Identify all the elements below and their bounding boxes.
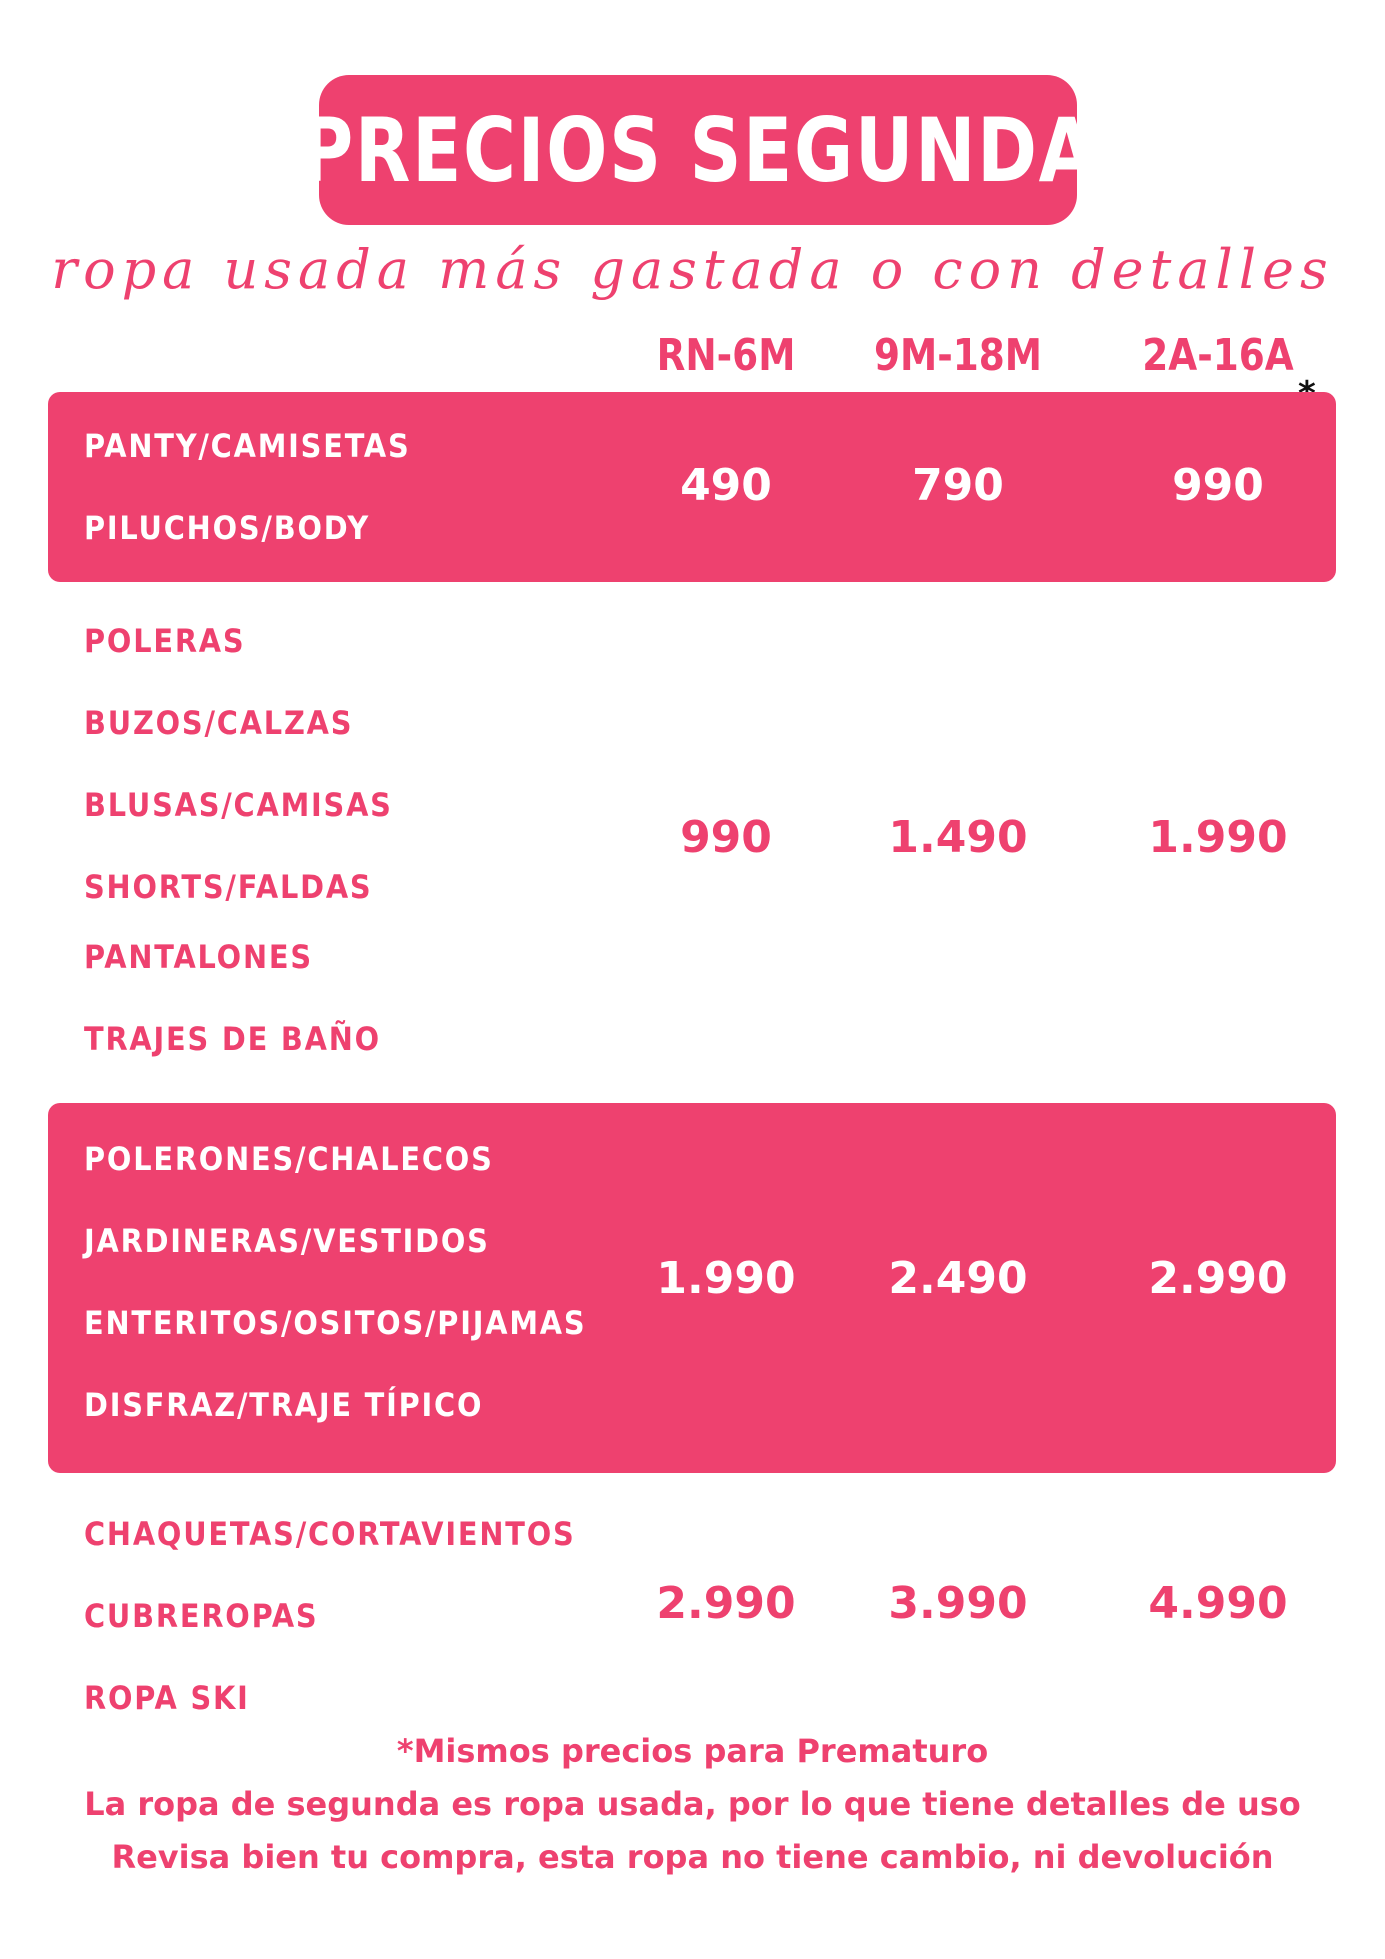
price-group-1 [48, 392, 1336, 582]
footer-note-prematuro: *Mismos precios para Prematuro [396, 1732, 989, 1770]
price-rn-6m: 490 [680, 460, 772, 511]
item-label: BLUSAS/CAMISAS [84, 786, 393, 824]
item-label: TRAJES DE BAÑO [84, 1020, 381, 1058]
item-label: ENTERITOS/OSITOS/PIJAMAS [84, 1304, 587, 1342]
price-9m-18m: 790 [912, 460, 1004, 511]
item-label: DISFRAZ/TRAJE TÍPICO [84, 1386, 484, 1424]
item-label: CUBREROPAS [84, 1597, 319, 1635]
price-2a-16a: 990 [1172, 460, 1264, 511]
price-rn-6m: 2.990 [656, 1578, 796, 1629]
price-group-2 [48, 600, 1336, 1080]
item-label: PILUCHOS/BODY [84, 509, 371, 547]
item-label: JARDINERAS/VESTIDOS [84, 1222, 490, 1260]
item-label: PANTY/CAMISETAS [84, 427, 411, 465]
price-group-3 [48, 1103, 1336, 1473]
price-rn-6m: 990 [680, 812, 772, 863]
price-rn-6m: 1.990 [656, 1253, 796, 1304]
column-header-9m-18m: 9M-18M [873, 330, 1043, 381]
item-label: POLERAS [84, 622, 246, 660]
title-banner [300, 75, 1096, 225]
price-2a-16a: 1.990 [1148, 812, 1288, 863]
price-9m-18m: 1.490 [888, 812, 1028, 863]
item-label: PANTALONES [84, 938, 313, 976]
item-label: BUZOS/CALZAS [84, 704, 354, 742]
price-2a-16a: 2.990 [1148, 1253, 1288, 1304]
footer-note-no-return: Revisa bien tu compra, esta ropa no tiene cambio, ni devolución [111, 1838, 1274, 1876]
item-label: ROPA SKI [84, 1679, 250, 1717]
item-label: SHORTS/FALDAS [84, 868, 373, 906]
item-label: POLERONES/CHALECOS [84, 1140, 494, 1178]
price-2a-16a: 4.990 [1148, 1578, 1288, 1629]
footer-note-used: La ropa de segunda es ropa usada, por lo que tiene detalles de uso [84, 1785, 1301, 1823]
price-9m-18m: 2.490 [888, 1253, 1028, 1304]
column-header-rn-6m: RN-6M [656, 330, 796, 381]
item-label: CHAQUETAS/CORTAVIENTOS [84, 1515, 576, 1553]
price-9m-18m: 3.990 [888, 1578, 1028, 1629]
column-header-2a-16a: 2A-16A [1142, 330, 1294, 381]
subtitle: ropa usada más gastada o con detalles [51, 238, 1334, 301]
price-group-4 [48, 1490, 1336, 1720]
page-title: PRECIOS SEGUNDA [300, 98, 1096, 202]
